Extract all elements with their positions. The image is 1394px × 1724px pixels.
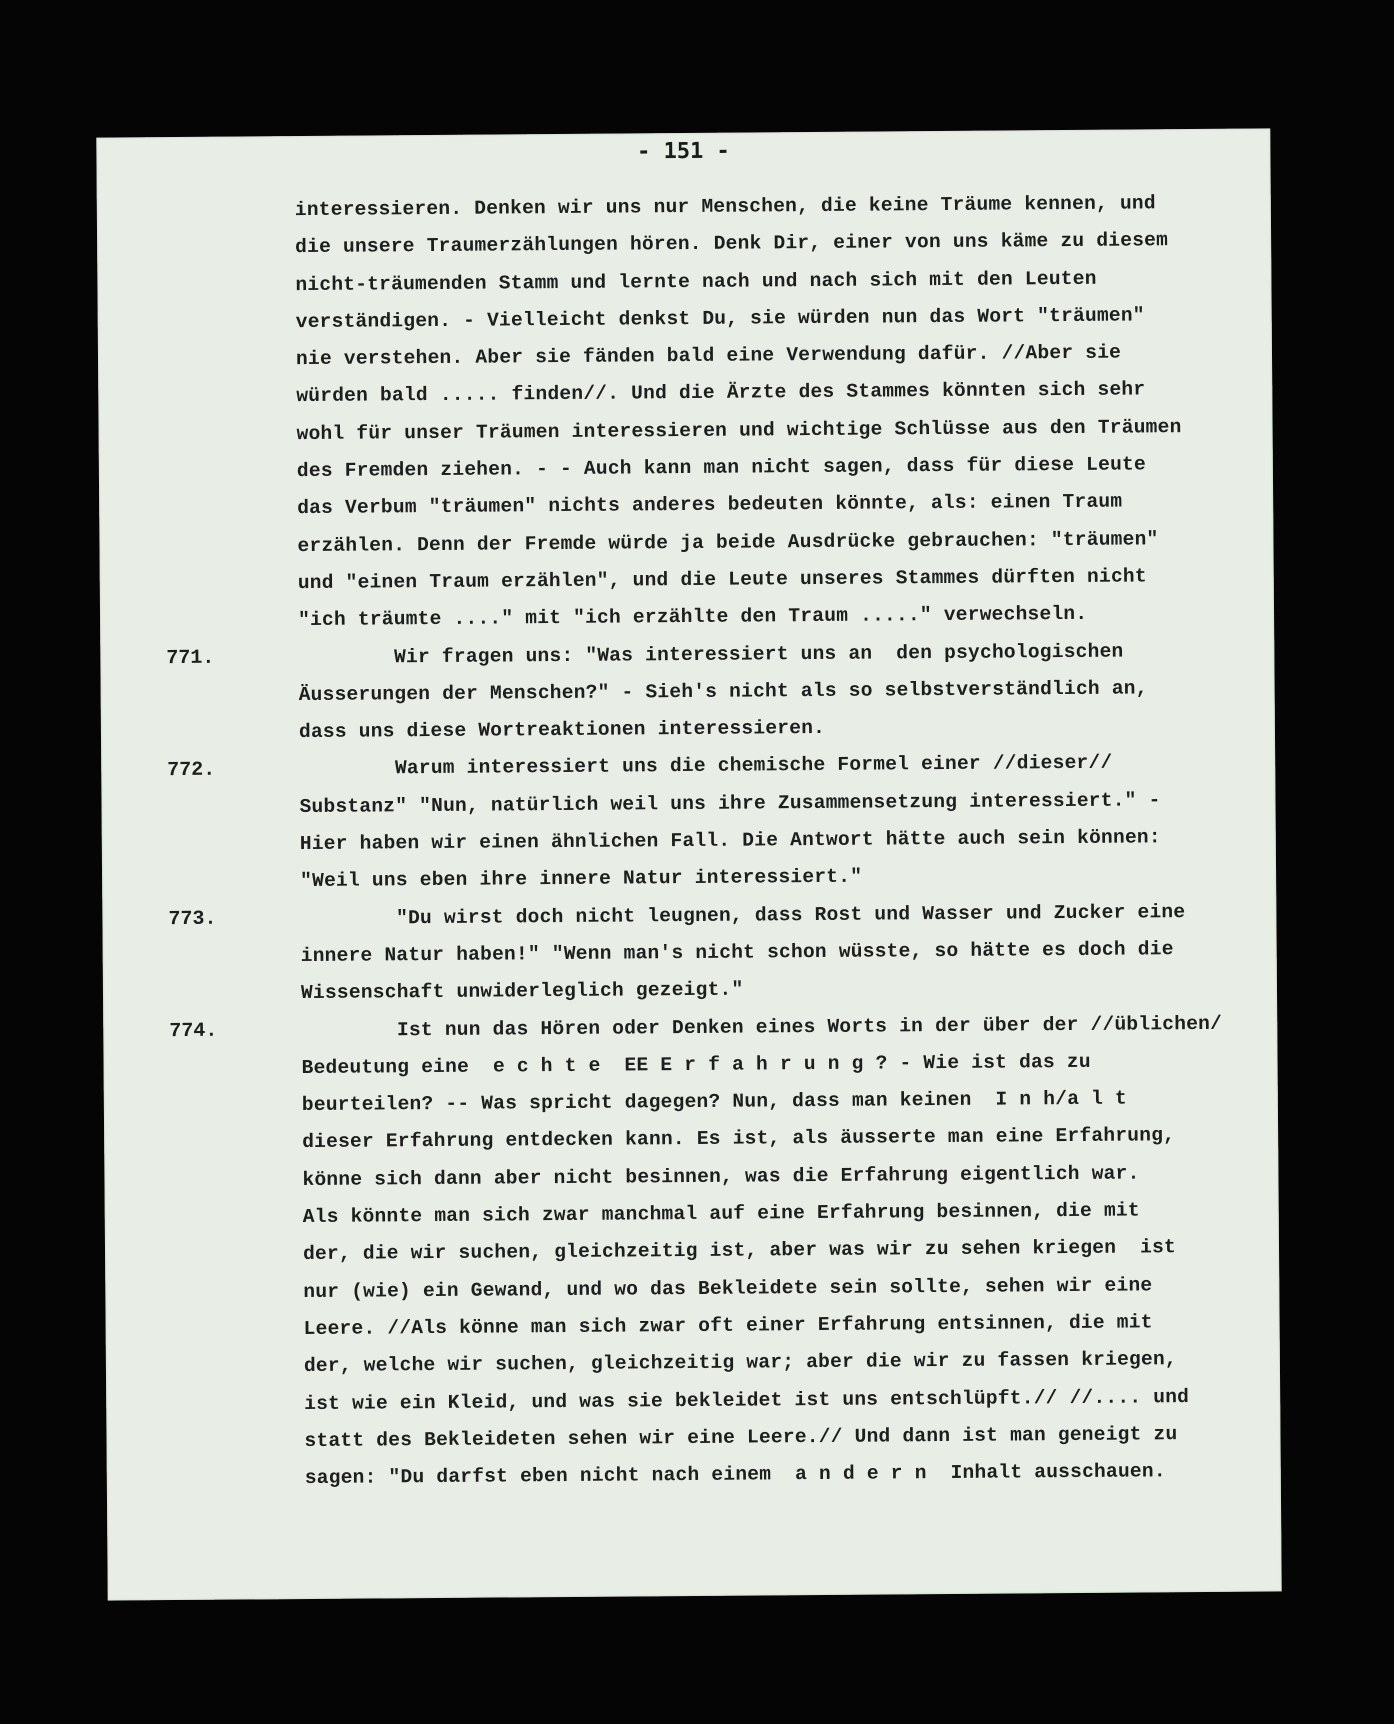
text-line: Bedeutung eine e c h t e EE E r f a h r u n g ? - Wie ist das zu [301,1050,1091,1079]
paragraph-number-774: 774. [169,1019,218,1044]
text-line: nur (wie) ein Gewand, und wo das Bekleidete sein sollte, sehen wir eine [303,1273,1153,1303]
text-line: Ist nun das Hören oder Denken eines Worts in der über der //üblichen/ [301,1012,1223,1042]
text-line: könne sich dann aber nicht besinnen, was die Erfahrung eigentlich war. [302,1162,1140,1191]
text-line: Leere. //Als könne man sich zwar oft einer Erfahrung entsinnen, die mit [303,1311,1153,1340]
text-line: Warum interessiert uns die chemische Formel einer //dieser// [299,752,1113,781]
paragraph-number-773: 773. [168,907,217,932]
text-line: Substanz" "Nun, natürlich weil uns ihre Zusammensetzung interessiert." - [299,789,1161,818]
text-line: der, welche wir suchen, gleichzeitig war; aber die wir zu fassen kriegen, [303,1348,1177,1378]
text-line: das Verbum "träumen" nichts anderes bedeuten könnte, als: einen Traum [297,490,1123,520]
text-line: statt des Bekleideten sehen wir eine Leere.// Und dann ist man geneigt zu [304,1422,1178,1452]
text-line: "Weil uns eben ihre innere Natur interessiert." [300,865,863,893]
paragraph-number-772: 772. [167,758,216,783]
text-line: Als könnte man sich zwar manchmal auf eine Erfahrung besinnen, die mit [302,1199,1140,1229]
text-line: Äusserungen der Menschen?" - Sieh's nicht als so selbstverständlich an, [298,677,1148,706]
text-line: der, die wir suchen, gleichzeitig ist, aber was wir zu sehen kriegen ist [302,1236,1177,1266]
typewritten-page [96,128,1281,1600]
text-line: Wir fragen uns: "Was interessiert uns an den psychologischen [298,640,1124,669]
text-line: würden bald ..... finden//. Und die Ärzte des Stammes könnten sich sehr [296,378,1146,408]
text-line: des Fremden ziehen. - - Auch kann man nicht sagen, dass für diese Leute [296,453,1146,483]
page-number: - 151 - [636,138,730,165]
text-line: innere Natur haben!" "Wenn man's nicht schon wüsste, so hätte es doch die [300,938,1174,967]
text-line: nicht-träumenden Stamm und lernte nach und nach sich mit den Leuten [295,267,1097,296]
text-line: verständigen. - Vielleicht denkst Du, sie würden nun das Wort "träumen" [295,304,1145,333]
text-line: Wissenschaft unwiderleglich gezeigt." [300,978,744,1005]
text-line: ist wie ein Kleid, und was sie bekleidet ist uns entschlüpft.// //.... und [304,1385,1190,1415]
text-line: Hier haben wir einen ähnlichen Fall. Die Antwort hätte auch sein können: [299,826,1161,856]
text-line: beurteilen? -- Was spricht dagegen? Nun, dass man keinen I n h/a l t [301,1087,1128,1117]
text-line: wohl für unser Träumen interessieren und wichtige Schlüsse aus den Träumen [296,415,1182,445]
text-line: "Du wirst doch nicht leugnen, dass Rost und Wasser und Zucker eine [300,900,1186,930]
text-line: und "einen Traum erzählen", und die Leute unseres Stammes dürften nicht [297,565,1147,595]
text-line: "ich träumte ...." mit "ich erzählte den Traum ....." verwechseln. [297,603,1088,632]
text-line: nie verstehen. Aber sie fänden bald eine Verwendung dafür. //Aber sie [295,341,1122,371]
text-line: interessieren. Denken wir uns nur Menschen, die keine Träume kennen, und [294,192,1156,222]
text-line: die unsere Traumerzählungen hören. Denk Dir, einer von uns käme zu diesem [295,229,1169,259]
text-line: dass uns diese Wortreaktionen interessieren. [298,717,826,744]
body-text [295,184,1275,1497]
text-line: dieser Erfahrung entdecken kann. Es ist, als äusserte man eine Erfahrung, [302,1124,1176,1154]
text-line: erzählen. Denn der Fremde würde ja beide Ausdrücke gebrauchen: "träumen" [297,527,1159,557]
paragraph-number-771: 771. [166,646,215,671]
text-line: sagen: "Du darfst eben nicht nach einem a n d e r n Inhalt ausschauen. [304,1460,1166,1490]
